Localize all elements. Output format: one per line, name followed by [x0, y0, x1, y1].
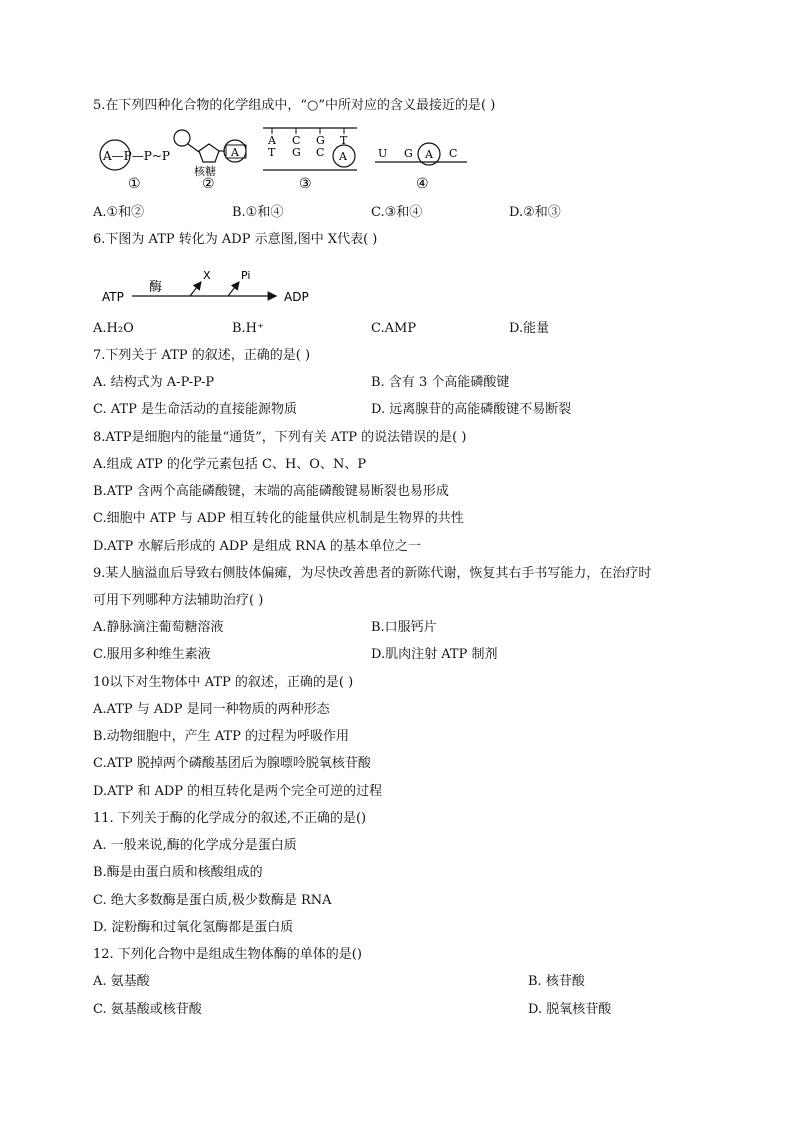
- q5-f1-chain: A—P—P~P: [103, 149, 170, 163]
- q5-f4-1: U: [378, 147, 388, 160]
- q5-f3-bottom-3: C: [316, 146, 325, 159]
- q5-f2-label: 核糖: [194, 165, 216, 178]
- q5-f2-base: A: [231, 146, 239, 159]
- q6-stem: 6.下图为 ATP 转化为 ADP 示意图,图中 X代表( ): [93, 232, 378, 247]
- q6-option-c: C.AMP: [371, 321, 417, 336]
- q8-option-a: A.组成 ATP 的化学元素包括 C、H、O、N、P: [93, 457, 367, 472]
- q6-option-d: D.能量: [509, 321, 550, 336]
- q8-option-b: B.ATP 含两个高能磷酸键，末端的高能磷酸键易断裂也易形成: [93, 484, 449, 499]
- q5-option-c: C.③和④: [371, 205, 423, 220]
- q8-option-d: D.ATP 水解后形成的 ADP 是组成 RNA 的基本单位之一: [93, 539, 421, 554]
- phosphate-circle: [174, 130, 190, 146]
- q5-option-d: D.②和③: [509, 205, 561, 220]
- q11-option-c: C. 绝大多数酶是蛋白质,极少数酶是 RNA: [93, 893, 332, 908]
- q5-option-a: A.①和②: [93, 205, 145, 220]
- ribose-pentagon: [199, 144, 219, 162]
- q9-stem-line-2: 可用下列哪种方法辅助治疗( ): [93, 593, 264, 608]
- q6-adp-label: ADP: [284, 290, 309, 304]
- q5-num-2: ②: [202, 176, 215, 192]
- q5-figure-3: [263, 128, 357, 192]
- q10-stem: 10以下对生物体中 ATP 的叙述，正确的是( ): [93, 675, 354, 690]
- q7-stem: 7.下列关于 ATP 的叙述，正确的是( ): [93, 348, 311, 363]
- q5-f4-3: A: [425, 148, 433, 161]
- q7-option-d: D. 远离腺苷的高能磷酸键不易断裂: [371, 402, 572, 417]
- q9-option-a: A.静脉滴注葡萄糖溶液: [93, 620, 224, 635]
- q5-f3-top-4: T: [340, 134, 348, 147]
- q5-figure-4: [375, 143, 467, 192]
- q5-f4-2: G: [404, 147, 413, 160]
- q9-option-c: C.服用多种维生素液: [93, 647, 211, 662]
- q5-figure-1: [100, 140, 170, 192]
- q7-option-b: B. 含有 3 个高能磷酸键: [371, 375, 510, 390]
- q6-x-label: X: [203, 269, 211, 282]
- q5-f3-bottom-1: T: [268, 146, 276, 159]
- q5-num-4: ④: [416, 176, 429, 192]
- q5-figure: [95, 126, 475, 196]
- q5-figure-2: [174, 130, 246, 192]
- q10-option-a: A.ATP 与 ADP 是同一种物质的两种形态: [93, 702, 330, 717]
- q9-option-d: D.肌肉注射 ATP 制剂: [371, 647, 498, 662]
- q5-stem: 5.在下列四种化合物的化学组成中，“○”中所对应的含义最接近的是( ): [93, 98, 496, 113]
- q12-stem: 12. 下列化合物中是组成生物体酶的单体的是(): [93, 947, 362, 962]
- q6-atp-label: ATP: [102, 290, 124, 304]
- q7-option-c: C. ATP 是生命活动的直接能源物质: [93, 402, 297, 417]
- q5-num-1: ①: [128, 176, 141, 192]
- q11-option-a: A. 一般来说,酶的化学成分是蛋白质: [93, 838, 297, 853]
- q11-option-b: B.酶是由蛋白质和核酸组成的: [93, 865, 263, 880]
- q9-stem-line-1: 9.某人脑溢血后导致右侧肢体偏瘫，为尽快改善患者的新陈代谢，恢复其右手书写能力，在治疗时: [93, 566, 652, 581]
- q6-option-a: A.H₂O: [93, 321, 134, 336]
- q12-option-b: B. 核苷酸: [528, 974, 585, 989]
- q7-option-a: A. 结构式为 A-P-P-P: [93, 375, 215, 390]
- q10-option-c: C.ATP 脱掉两个磷酸基团后为腺嘌呤脱氧核苷酸: [93, 756, 371, 771]
- q10-option-d: D.ATP 和 ADP 的相互转化是两个完全可逆的过程: [93, 784, 383, 799]
- q6-pi-label: Pi: [241, 269, 251, 282]
- q5-option-b: B.①和④: [232, 205, 284, 220]
- q6-enzyme-label: 酶: [149, 280, 163, 295]
- q12-option-a: A. 氨基酸: [93, 974, 150, 989]
- q5-f3-top-2: C: [292, 134, 301, 147]
- q9-option-b: B.口服钙片: [371, 620, 437, 635]
- q6-option-b: B.H⁺: [232, 321, 264, 336]
- q10-option-b: B.动物细胞中，产生 ATP 的过程为呼吸作用: [93, 729, 350, 744]
- q12-option-c: C. 氨基酸或核苷酸: [93, 1002, 202, 1017]
- q11-stem: 11. 下列关于酶的化学成分的叙述,不正确的是(): [93, 811, 367, 826]
- q5-f3-top-3: G: [316, 134, 325, 147]
- q5-f3-top-1: A: [268, 134, 276, 147]
- q6-figure: [100, 265, 330, 307]
- q5-f3-bottom-2: G: [292, 146, 301, 159]
- q8-option-c: C.细胞中 ATP 与 ADP 相互转化的能量供应机制是生物界的共性: [93, 511, 464, 526]
- q5-f3-bottom-4: A: [339, 150, 347, 163]
- q12-option-d: D. 脱氧核苷酸: [528, 1002, 612, 1017]
- q5-num-3: ③: [299, 176, 312, 192]
- q5-f4-4: C: [449, 147, 458, 160]
- q11-option-d: D. 淀粉酶和过氧化氢酶都是蛋白质: [93, 920, 294, 935]
- q8-stem: 8.ATP是细胞内的能量“通货”，下列有关 ATP 的说法错误的是( ): [93, 430, 467, 445]
